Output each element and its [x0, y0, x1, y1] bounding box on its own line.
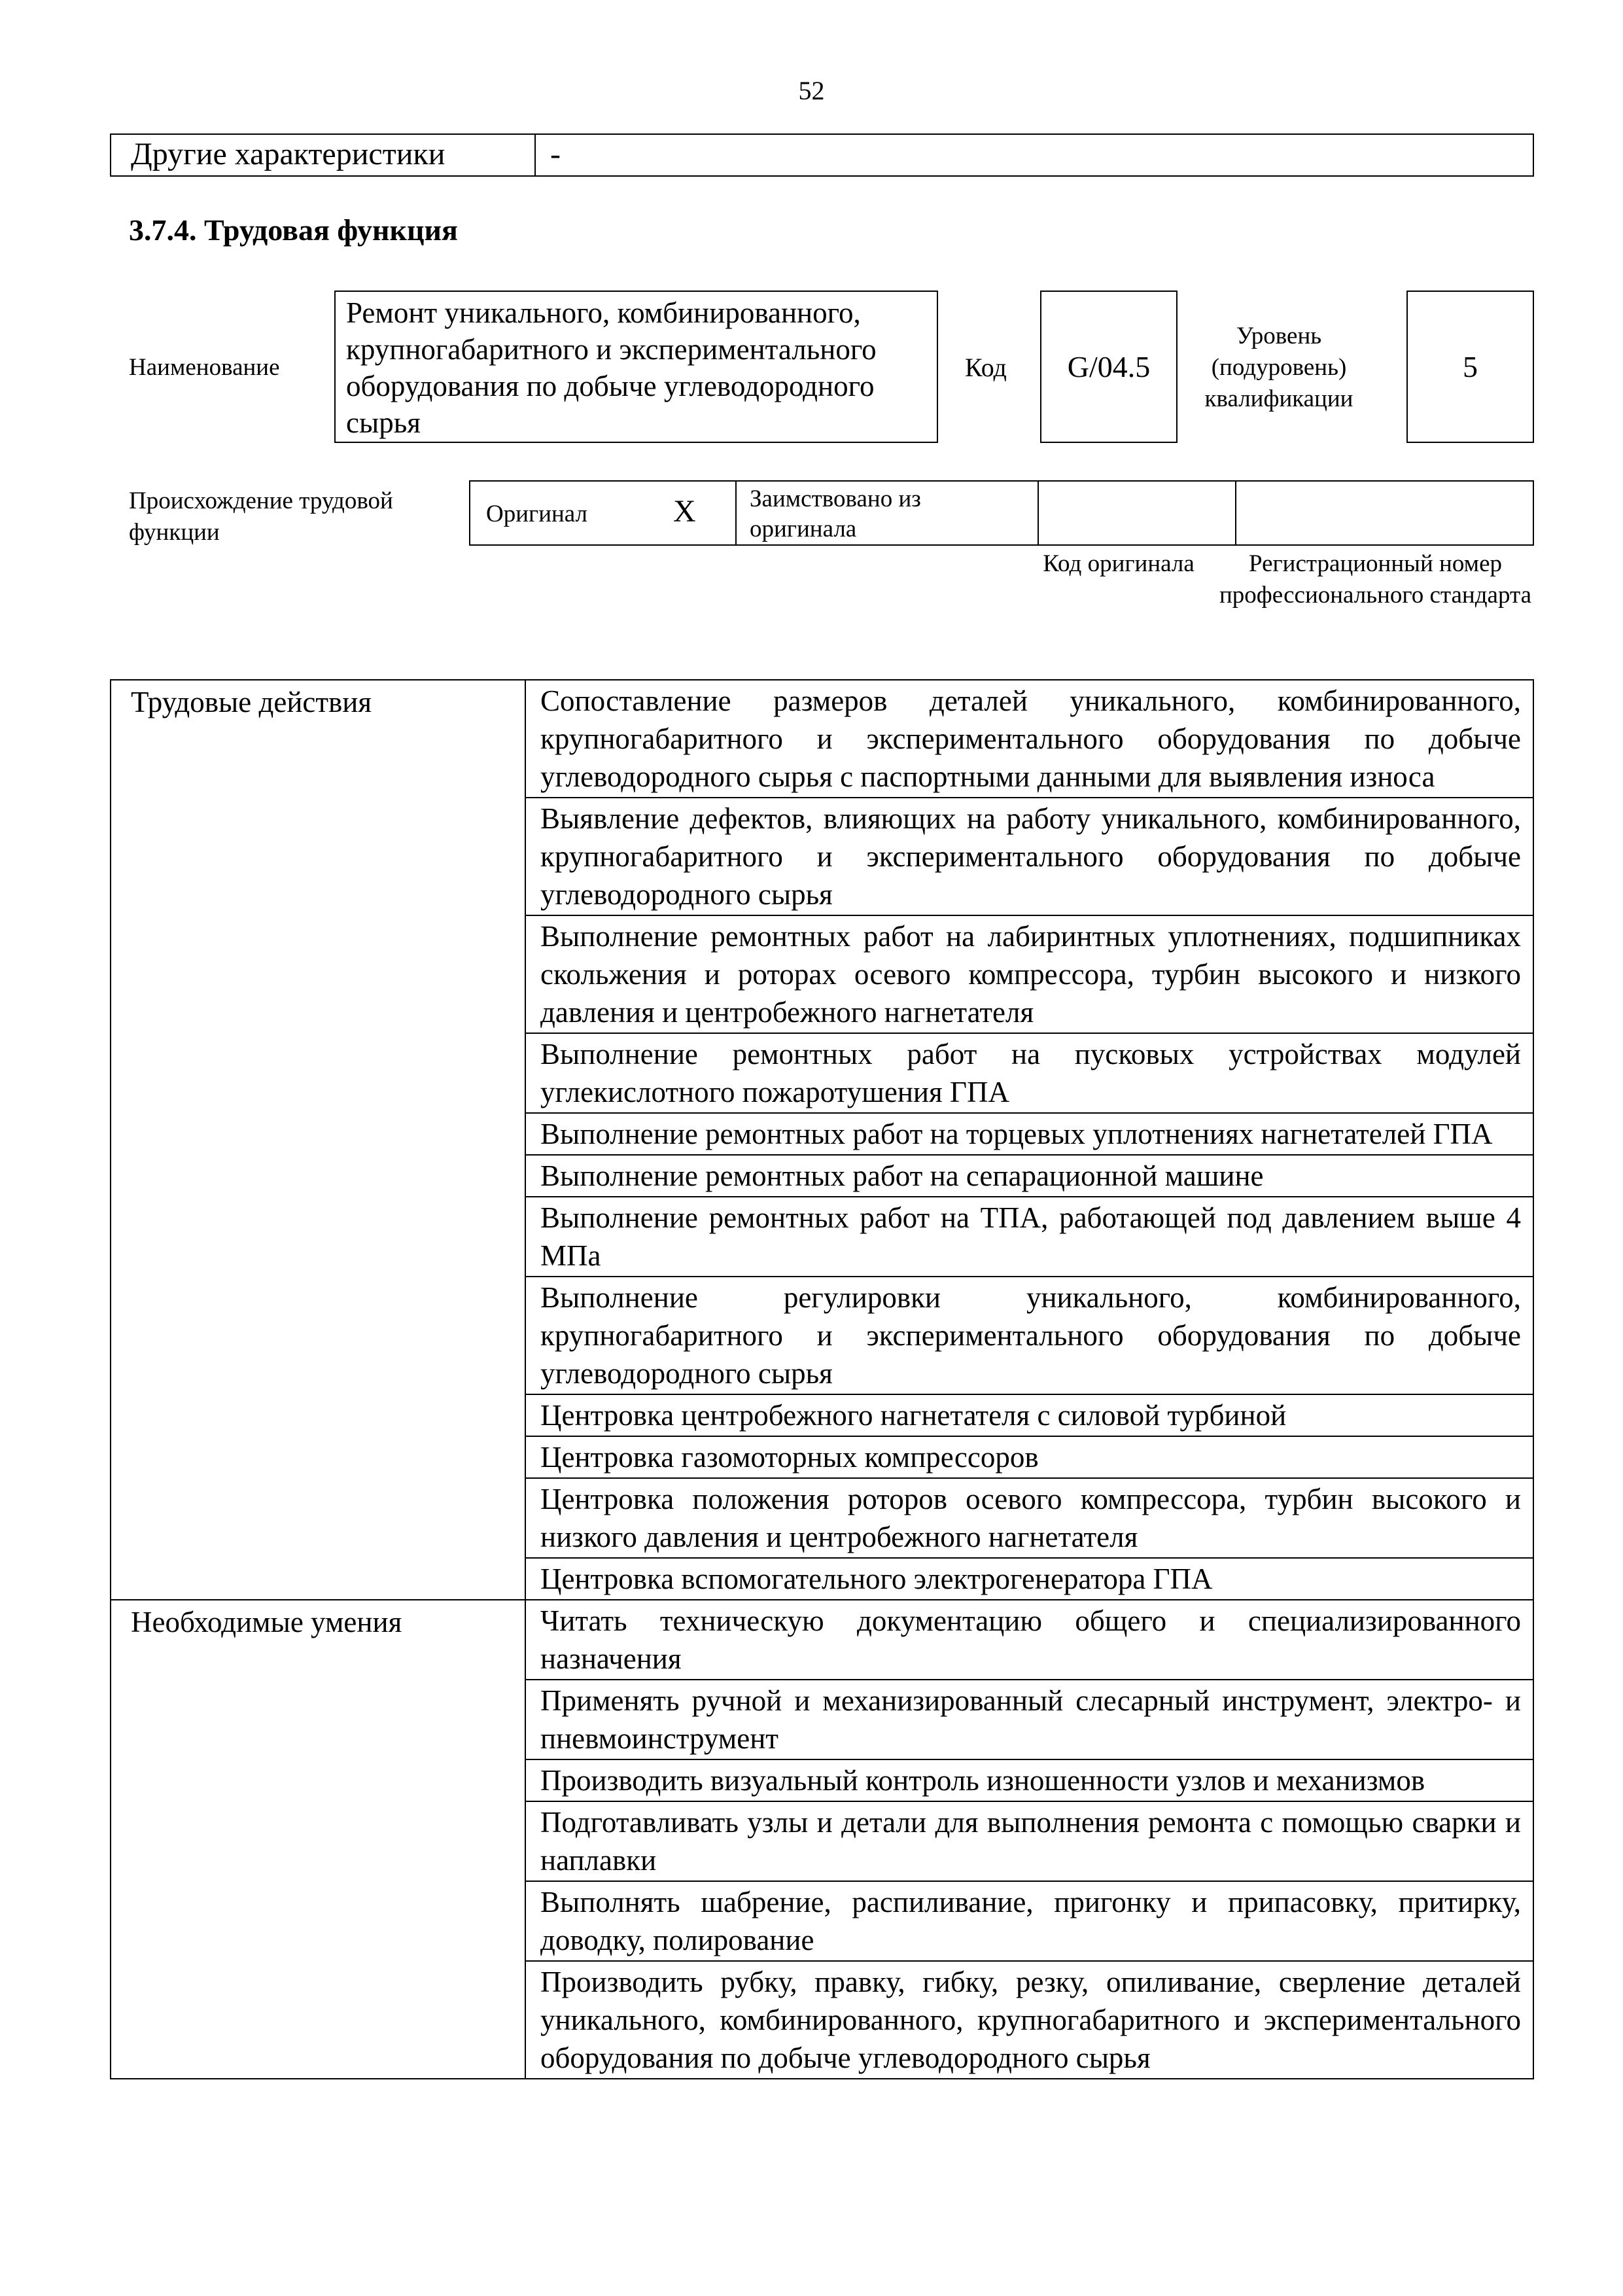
labor-actions-item: Центровка положения роторов осевого компрессора, турбин высокого и низкого давления и центробежного нагнетателя — [525, 1478, 1533, 1558]
labor-actions-item: Выявление дефектов, влияющих на работу уникального, комбинированного, крупногабаритного и экспериментального оборудования по добыче углеводородного сырья — [525, 798, 1533, 915]
required-skills-item: Читать техническую документацию общего и специализированного назначения — [525, 1600, 1533, 1680]
origin-original-label: Оригинал — [486, 501, 588, 527]
origin-row — [470, 481, 1533, 545]
page-number: 52 — [798, 76, 825, 105]
other-characteristics-label: Другие характеристики — [111, 134, 535, 176]
labor-actions-item: Выполнение регулировки уникального, комбинированного, крупногабаритного и экспериментального оборудования по добыче углеводородного сырья — [525, 1277, 1533, 1394]
labor-actions-label: Трудовые действия — [111, 680, 525, 1600]
level-value: 5 — [1406, 291, 1534, 443]
required-skills-item: Выполнять шабрение, распиливание, пригонку и припасовку, притирку, доводку, полирование — [525, 1881, 1533, 1961]
labor-actions-item: Выполнение ремонтных работ на торцевых уплотнениях нагнетателей ГПА — [525, 1113, 1533, 1155]
labor-actions-item: Центровка центробежного нагнетателя с силовой турбиной — [525, 1394, 1533, 1436]
labor-actions-item: Сопоставление размеров деталей уникального, комбинированного, крупногабаритного и экспериментального оборудования по добыче углеводородного сырья с паспортными данными для выявления износа — [525, 680, 1533, 798]
name-label: Наименование — [129, 354, 280, 381]
other-characteristics-value: - — [535, 134, 1533, 176]
origin-reg-caption: Регистрационный номер профессионального стандарта — [1219, 550, 1532, 609]
required-skills-item: Подготавливать узлы и детали для выполнения ремонта с помощью сварки и наплавки — [525, 1801, 1533, 1881]
labor-actions-item: Выполнение ремонтных работ на ТПА, работающей под давлением выше 4 МПа — [525, 1197, 1533, 1277]
level-label: Уровень (подуровень) квалификации — [1204, 323, 1353, 412]
labor-actions-item: Выполнение ремонтных работ на лабиринтных уплотнениях, подшипниках скольжения и роторах осевого компрессора, турбин высокого и низкого давления и центробежного нагнетателя — [525, 915, 1533, 1033]
other-characteristics-row — [111, 134, 1533, 176]
required-skills-row — [111, 1600, 1533, 1680]
section-title: 3.7.4. Трудовая функция — [129, 213, 458, 247]
required-skills-label: Необходимые умения — [111, 1600, 525, 2079]
labor-actions-item: Выполнение ремонтных работ на пусковых устройствах модулей углекислотного пожаротушения ГПА — [525, 1033, 1533, 1113]
origin-code-caption: Код оригинала — [1043, 550, 1195, 577]
labor-actions-item: Центровка вспомогательного электрогенератора ГПА — [525, 1558, 1533, 1600]
function-details-table — [110, 679, 1534, 2079]
origin-label: Происхождение трудовой функции — [129, 487, 393, 546]
required-skills-item: Производить визуальный контроль изношенности узлов и механизмов — [525, 1759, 1533, 1801]
origin-table — [469, 480, 1534, 546]
origin-reg-cell — [1236, 481, 1533, 545]
origin-borrowed-label: Заимствовано из оригинала — [736, 481, 1038, 545]
name-value: Ремонт уникального, комбинированного, крупногабаритного и экспериментального оборудования по добыче углеводородного сырья — [334, 291, 938, 443]
code-value: G/04.5 — [1040, 291, 1178, 443]
labor-actions-row — [111, 680, 1533, 798]
other-characteristics-table — [110, 133, 1534, 177]
required-skills-item: Применять ручной и механизированный слесарный инструмент, электро- и пневмоинструмент — [525, 1680, 1533, 1759]
origin-code-cell — [1038, 481, 1236, 545]
code-label: Код — [965, 353, 1007, 382]
origin-original-cell — [470, 481, 736, 545]
origin-original-mark: X — [673, 494, 696, 529]
required-skills-item: Производить рубку, правку, гибку, резку, опиливание, сверление деталей уникального, комбинированного, крупногабаритного и экспериментального оборудования по добыче углеводородного сырья — [525, 1961, 1533, 2079]
labor-actions-item: Выполнение ремонтных работ на сепарационной машине — [525, 1155, 1533, 1197]
labor-actions-item: Центровка газомоторных компрессоров — [525, 1436, 1533, 1478]
